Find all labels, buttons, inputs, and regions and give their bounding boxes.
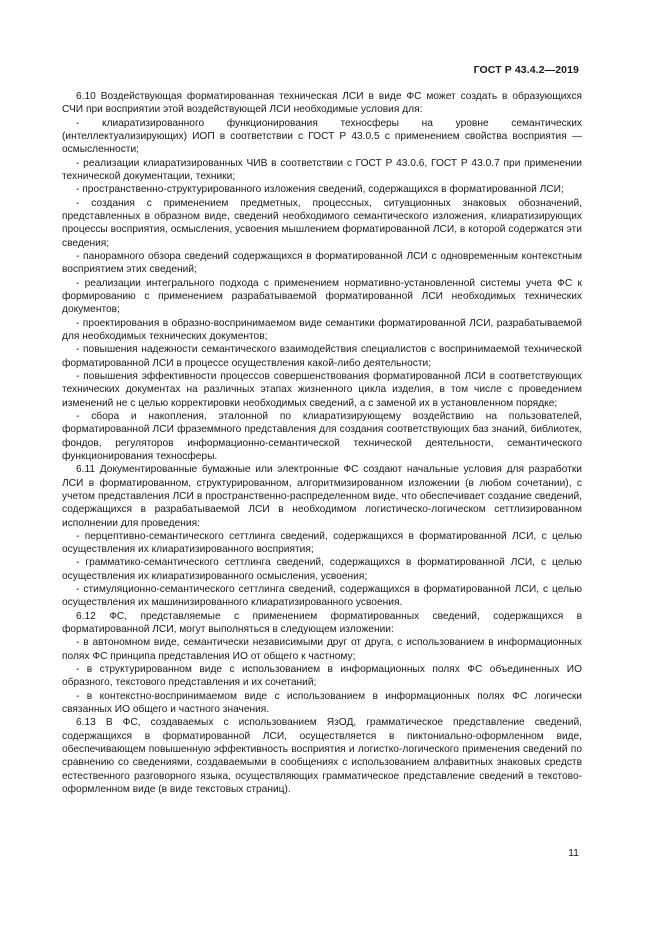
list-item: - клиаратизированного функционирования техносферы на уровне семантических (интеллектуализирующих) ИОП в соответствии с ГОСТ Р 43.0.5 с применением свойства восприятия — осмысленности;: [62, 117, 582, 156]
page-number: 11: [568, 847, 579, 859]
document-id-header: ГОСТ Р 43.4.2—2019: [473, 64, 579, 76]
list-item: - реализации клиаратизированных ЧИВ в соответствии с ГОСТ Р 43.0.6, ГОСТ Р 43.0.7 при применении технической документации, техники;: [62, 157, 582, 182]
list-item: - повышения эффективности процессов совершенствования форматированной ЛСИ в соответствующих технических документах на различных этапах жизненного цикла изделия, в том числе с проведением изменений не с целью корректировки необходимых сведений, а с заменой их в установленном порядке;: [62, 370, 582, 409]
list-item: - панорамного обзора сведений содержащихся в форматированной ЛСИ с одновременным контекстным восприятием этих сведений;: [62, 250, 582, 276]
list-item: - проектирования в образно-воспринимаемом виде семантики форматированной ЛСИ, разрабатываемой для необходимых технических документов;: [62, 317, 582, 342]
paragraph-6-13: 6.13 В ФС, создаваемых с использованием ЯзОД, грамматическое представление сведений, содержащихся в форматированной ЛСИ, осуществляется в пиктониально-оформленном виде, обеспечивающем повышенную эффективность восприятия и логистко-логического применения сведений по сравнению со сведениями, создаваемыми в сообщениях с использованием алфавитных знаковых средств естественного разговорного языка, осуществляющих грамматическое представление сведений в текстово-оформленном виде (в виде текстовых страниц).: [62, 717, 582, 796]
list-item: - в структурированном виде с использованием в информационных полях ФС объединенных ИО образного, текстового представления и их сочетаний;: [62, 664, 582, 689]
paragraph-6-11: 6.11 Документированные бумажные или электронные ФС создают начальные условия для разработки ЛСИ в форматированном, структурированном, алгоритмизированном изложении (в любом сочетании), с учетом представления ЛСИ в пространственно-распределенном виде, что обеспечивает создание сведений, содержащихся в разрабатываемой ЛСИ в необходимом логистическо-логическом сеттлизированном исполнении для проведения:: [62, 464, 582, 529]
list-item: - в контекстно-воспринимаемом виде с использованием в информационных полях ФС логически связанных ИО общего и частного значения.: [62, 690, 582, 716]
document-body: [62, 90, 582, 796]
list-item: - сбора и накопления, эталонной по клиаратизирующему воздействию на пользователей, форматированной ЛСИ фраземмного представления для создания соответствующих баз знаний, библиотек, фондов, регуляторов информационно-семантической технической деятельности, семантического функционирования техносферы.: [62, 410, 582, 462]
list-item: - реализации интегрального подхода с применением нормативно-установленной системы учета ФС к формированию с применением разрабатываемой форматированной ЛСИ необходимых технических документов;: [62, 277, 582, 316]
list-item: - создания с применением предметных, процессных, ситуационных знаковых обозначений, представленных в образном виде, сведений необходимого семантического изложения, клиаратизирующих процессы восприятия, осмысления, усвоения мышлением форматированной ЛСИ, в которой содержатся эти сведения;: [62, 197, 582, 249]
list-item: - в автономном виде, семантически независимыми друг от друга, с использованием в информационных полях ФС принципа представления ИО от общего к частному;: [62, 637, 582, 662]
paragraph-6-10: 6.10 Воздействующая форматированная техническая ЛСИ в виде ФС может создать в образующихся СЧИ при восприятии этой воздействующей ЛСИ необходимые условия для:: [62, 91, 582, 116]
list-item: - перцептивно-семантического сеттлинга сведений, содержащихся в форматированной ЛСИ, с целью осуществления их клиаратизированного восприятия;: [62, 530, 582, 556]
list-item: - стимуляционно-семантического сеттлинга сведений, содержащихся в форматированной ЛСИ, с целью осуществления их машинизированного клиаратизированного усвоения.: [62, 584, 582, 609]
paragraph-6-12: 6.12 ФС, представляемые с применением форматированных сведений, содержащихся в форматированной ЛСИ, могут выполняться в следующем изложении:: [62, 610, 582, 636]
list-item: - пространственно-структурированного изложения сведений, содержащихся в форматированной ЛСИ;: [76, 184, 564, 196]
list-item: - грамматико-семантического сеттлинга сведений, содержащихся в форматированной ЛСИ, с целью осуществления их клиаратизированного осмысления, усвоения;: [62, 557, 582, 582]
list-item: - повышения надежности семантического взаимодействия специалистов с воспринимаемой технической форматированной ЛСИ в процессе осуществления какой-либо деятельности;: [62, 344, 582, 369]
